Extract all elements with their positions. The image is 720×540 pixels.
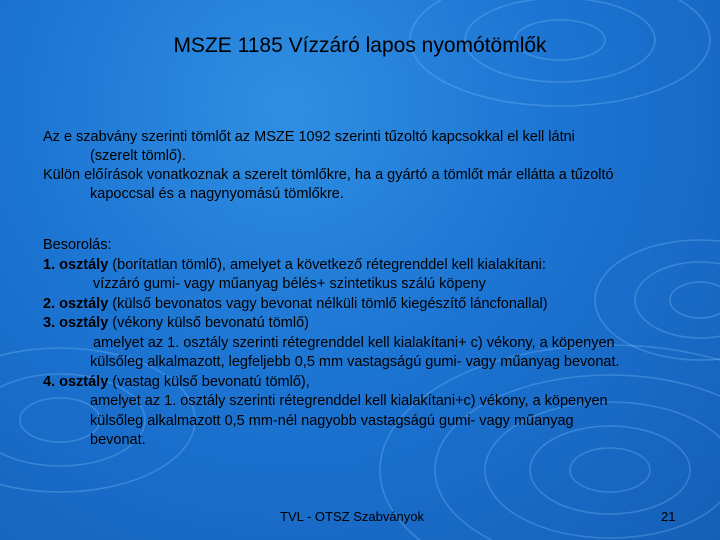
class-description: (vastag külső bevonatú tömlő), xyxy=(108,373,310,390)
page-number: 21 xyxy=(661,509,676,524)
class-detail: külsőleg alkalmazott, legfeljebb 0,5 mm vastagságú gumi- vagy műanyag bevonat. xyxy=(90,354,620,370)
intro-line-2-cont: kapoccsal és a nagynyomású tömlőkre. xyxy=(90,186,344,202)
class-1 xyxy=(43,256,693,276)
class-detail: amelyet az 1. osztály szerinti rétegrenddel kell kialakítani+ c) vékony, a köpenyen xyxy=(93,334,615,351)
intro-line-2: Külön előírások vonatkoznak a szerelt tömlőkre, ha a gyártó a tömlőt már ellátta a tűzoltó xyxy=(43,167,614,183)
class-description: (vékony külső bevonatú tömlő) xyxy=(108,315,309,331)
class-label: 1. osztály xyxy=(43,256,109,273)
class-label: 2. osztály xyxy=(43,295,109,312)
class-3 xyxy=(43,314,693,334)
class-detail: vízzáró gumi- vagy műanyag bélés+ szintetikus szálú köpeny xyxy=(93,276,486,292)
classification-heading: Besorolás: xyxy=(43,237,112,253)
class-label: 4. osztály xyxy=(43,373,109,390)
class-detail: külsőleg alkalmazott 0,5 mm-nél nagyobb vastagságú gumi- vagy műanyag xyxy=(90,412,574,429)
class-detail: bevonat. xyxy=(90,432,146,448)
intro-line-1: Az e szabvány szerinti tömlőt az MSZE 1092 szerinti tűzoltó kapcsokkal el kell látni xyxy=(43,129,575,145)
class-4 xyxy=(43,373,693,393)
footer-text: TVL - OTSZ Szabványok xyxy=(280,509,425,524)
class-description: (borítatlan tömlő), amelyet a következő rétegrenddel kell kialakítani: xyxy=(108,256,546,273)
intro-text xyxy=(43,128,693,204)
class-detail: amelyet az 1. osztály szerinti rétegrenddel kell kialakítani+c) vékony, a köpenyen xyxy=(90,393,608,409)
slide-title: MSZE 1185 Vízzáró lapos nyomótömlők xyxy=(173,34,547,57)
class-2 xyxy=(43,295,693,315)
intro-line-1-cont: (szerelt tömlő). xyxy=(90,148,186,164)
class-label: 3. osztály xyxy=(43,315,109,331)
classification-section xyxy=(43,236,693,451)
class-description: (külső bevonatos vagy bevonat nélküli tömlő kiegészítő láncfonallal) xyxy=(108,295,548,312)
